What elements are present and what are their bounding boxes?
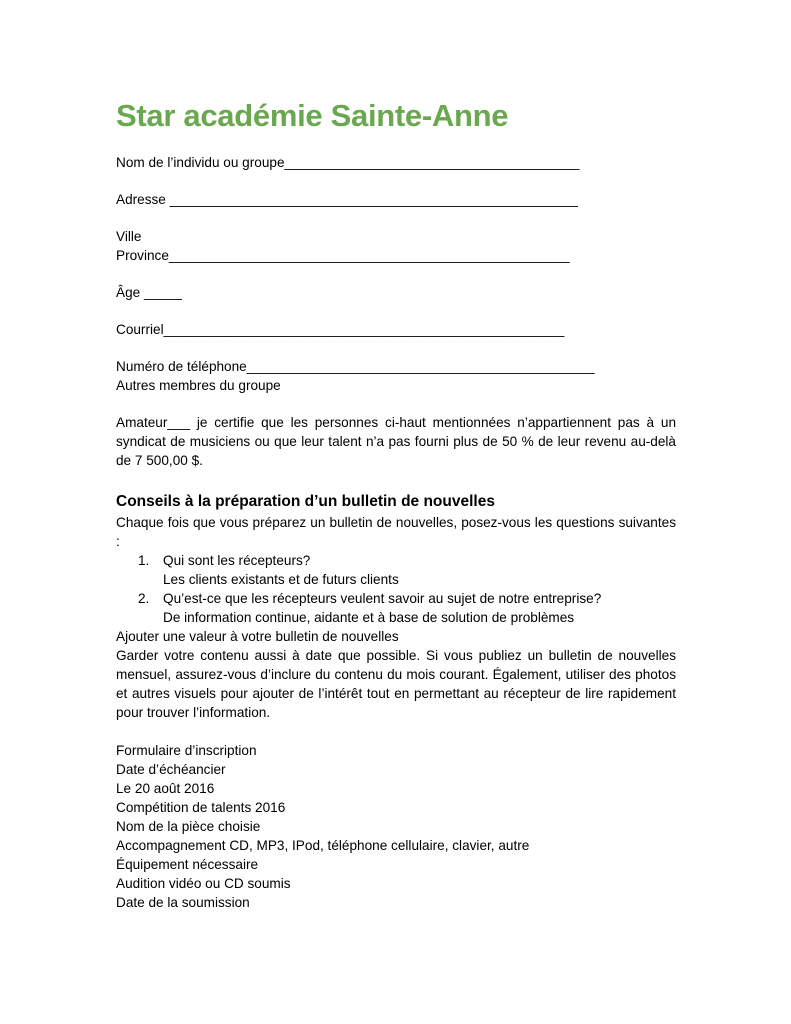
- phone-field-line: Numéro de téléphone______________________________________________: [116, 359, 595, 374]
- list-item: Compétition de talents 2016: [116, 800, 286, 815]
- answer-text: De information continue, aidante et à base de solution de problèmes: [163, 610, 575, 625]
- list-item: Le 20 août 2016: [116, 781, 215, 796]
- province-field-line: Province_____________________________________________________: [116, 248, 570, 263]
- value-subheading: Ajouter une valeur à votre bulletin de nouvelles: [116, 629, 399, 644]
- age-field-line: Âge _____: [116, 285, 182, 300]
- list-number: 1.: [138, 553, 150, 568]
- list-number: 2.: [138, 591, 150, 606]
- list-item: Date de la soumission: [116, 895, 250, 910]
- spacer: [116, 722, 676, 741]
- list-item: Nom de la pièce choisie: [116, 819, 261, 834]
- question-text: Qu’est-ce que les récepteurs veulent savoir au sujet de notre entreprise?: [163, 591, 602, 606]
- list-item: Audition vidéo ou CD soumis: [116, 876, 291, 891]
- list-item: [116, 551, 676, 589]
- answer-text: Les clients existants et de futurs clients: [163, 572, 399, 587]
- question-text: Qui sont les récepteurs?: [163, 553, 311, 568]
- section-intro: Chaque fois que vous préparez un bulletin de nouvelles, posez-vous les questions suivantes :: [116, 515, 676, 549]
- registration-list: [116, 741, 676, 912]
- amateur-certification: Amateur___ je certifie que les personnes ci-haut mentionnées n’appartiennent pas à un syndicat de musiciens ou que leur talent n’a pas fourni plus de 50 % de leur revenu au-delà de 7 500,00 $.: [116, 415, 676, 468]
- list-item: Accompagnement CD, MP3, IPod, téléphone cellulaire, clavier, autre: [116, 838, 530, 853]
- name-field-line: Nom de l’individu ou groupe_______________________________________: [116, 155, 580, 170]
- address-field-line: Adresse ______________________________________________________: [116, 192, 578, 207]
- list-item: Date d’échéancier: [116, 762, 226, 777]
- list-item: Formulaire d’inscription: [116, 743, 257, 758]
- section-heading: Conseils à la préparation d’un bulletin de nouvelles: [116, 493, 495, 510]
- city-field-line: Ville: [116, 229, 142, 244]
- other-members-label: Autres membres du groupe: [116, 378, 281, 393]
- list-item: Équipement nécessaire: [116, 857, 259, 872]
- email-field-line: Courriel_____________________________________________________: [116, 322, 565, 337]
- list-item: [116, 589, 676, 627]
- document-page: [116, 96, 676, 912]
- question-list: [116, 551, 676, 627]
- advice-paragraph: Garder votre contenu aussi à date que possible. Si vous publiez un bulletin de nouvelles mensuel, assurez-vous d’inclure du contenu du mois courant. Également, utiliser des photos et autres visuels pour ajouter de l’intérêt tout en permettant au récepteur de lire rapidement pour trouver l’information.: [116, 648, 676, 720]
- page-title: Star académie Sainte-Anne: [116, 98, 509, 133]
